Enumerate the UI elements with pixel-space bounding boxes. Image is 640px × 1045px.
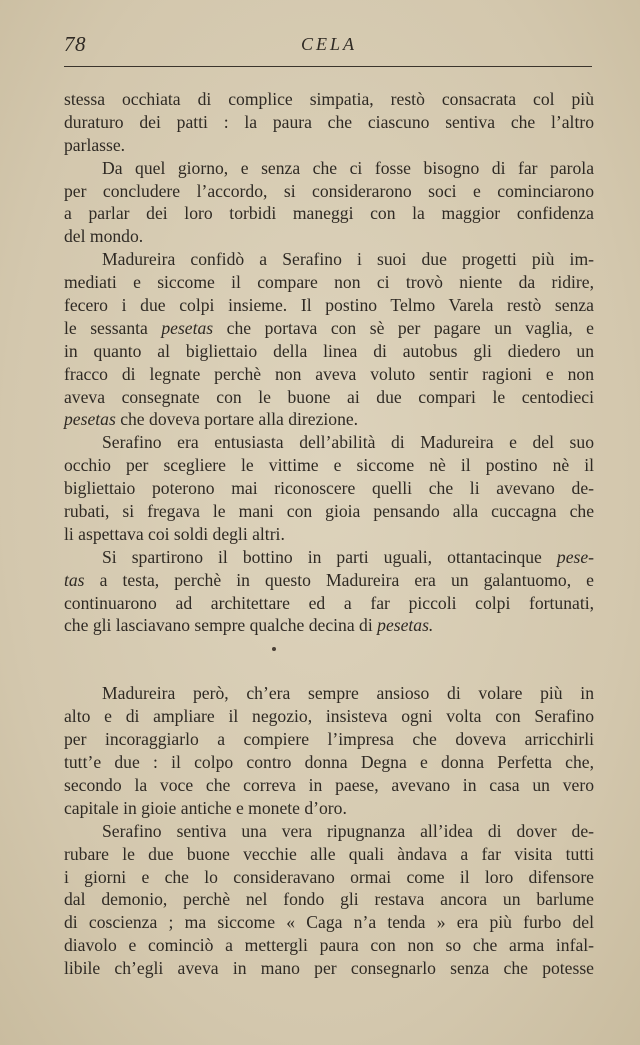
text-line: del mondo. xyxy=(64,226,144,247)
italic-word: pesetas xyxy=(64,409,116,430)
text-line: Da quel giorno, e senza che ci fosse bisogno di far parola xyxy=(102,157,594,178)
text-line: continuarono ad architettare ed a far piccoli colpi fortunati, xyxy=(64,592,594,613)
text-line: parlasse. xyxy=(64,134,126,155)
text-line xyxy=(64,317,594,340)
text-line: libile ch’egli aveva in mano per consegnarlo senza che potesse xyxy=(64,958,594,979)
page-number: 78 xyxy=(64,32,86,56)
text-line: dal demonio, perchè nel fondo gli restava ancora un barlume xyxy=(64,889,594,910)
text-segment: che gli lasciavano sempre qualche decina di xyxy=(64,615,373,636)
page-header xyxy=(64,32,594,62)
text-line: per incoraggiarlo a compiere l’impresa che doveva arricchirli xyxy=(64,729,594,750)
text-line: duraturo dei patti : la paura che ciascuno sentiva che l’altro xyxy=(64,111,594,132)
header-rule xyxy=(64,66,592,67)
text-line: per concludere l’accordo, si considerarono soci e cominciarono xyxy=(64,180,594,201)
text-line: aveva consegnate con le buone ai due compari le centodieci xyxy=(64,386,594,407)
italic-word: pesetas. xyxy=(377,615,434,636)
text-line: bigliettaio poterono mai riconoscere quelli che li avevano de- xyxy=(64,478,594,499)
text-segment: che doveva portare alla direzione. xyxy=(120,409,359,430)
text-line: fracco di legnate perchè non aveva voluto sentir ragioni e non xyxy=(64,363,594,384)
text-line xyxy=(64,614,594,637)
text-segment: le sessanta xyxy=(64,317,148,338)
text-segment: Si spartirono il bottino in parti uguali, ottantacinque xyxy=(102,546,542,567)
text-line: occhio per scegliere le vittime e siccome nè il postino nè il xyxy=(64,455,594,476)
text-line: alto e di ampliare il negozio, insisteva ogni volta con Serafino xyxy=(64,706,594,727)
running-title: CELA xyxy=(300,34,357,54)
text-line xyxy=(64,569,594,592)
text-line xyxy=(64,408,594,431)
section-break xyxy=(64,637,594,682)
text-line: diavolo e cominciò a mettergli paura con non so che arma infal- xyxy=(64,935,594,956)
text-line: i giorni e che lo consideravano ormai come il loro difensore xyxy=(64,866,594,887)
text-line: fecero i due colpi insieme. Il postino Telmo Varela restò senza xyxy=(64,295,594,316)
text-line: rubare le due buone vecchie alle quali àndava a far visita tutti xyxy=(64,843,594,864)
body-text xyxy=(64,88,594,980)
text-line xyxy=(64,546,594,569)
text-line: li aspettava coi soldi degli altri. xyxy=(64,523,285,544)
text-line: in quanto al bigliettaio della linea di autobus gli diedero un xyxy=(64,340,594,361)
italic-word: pese- xyxy=(556,546,595,567)
text-line: Madureira confidò a Serafino i suoi due progetti più im- xyxy=(102,249,594,270)
text-segment: che portava con sè per pagare un vaglia, e xyxy=(226,317,594,338)
text-line: secondo la voce che correva in paese, avevano in casa un vero xyxy=(64,774,594,795)
italic-word: tas xyxy=(64,569,85,590)
text-line: Serafino era entusiasta dell’abilità di Madureira e del suo xyxy=(102,432,594,453)
text-line: Serafino sentiva una vera ripugnanza all’idea di dover de- xyxy=(102,820,594,841)
text-line: stessa occhiata di complice simpatia, restò consacrata col più xyxy=(64,89,594,109)
text-line: Madureira però, ch’era sempre ansioso di volare più in xyxy=(102,683,594,704)
italic-word: pesetas xyxy=(161,317,214,338)
text-line: capitale in gioie antiche e monete d’oro. xyxy=(64,797,347,818)
text-line: mediati e siccome il compare non ci trovò niente da ridire, xyxy=(64,272,594,293)
text-segment: a testa, perchè in questo Madureira era un galantuomo, e xyxy=(99,569,594,590)
text-line: rubati, si fregava le mani con gioia pensando alla cuccagna che xyxy=(64,501,594,522)
text-line: di coscienza ; ma siccome « Caga n’a tenda » era più furbo del xyxy=(64,912,594,933)
section-dot xyxy=(272,647,276,651)
text-line: a parlar dei loro torbidi maneggi con la maggior confidenza xyxy=(64,203,594,224)
text-line: tutt’e due : il colpo contro donna Degna e donna Perfetta che, xyxy=(64,752,594,773)
